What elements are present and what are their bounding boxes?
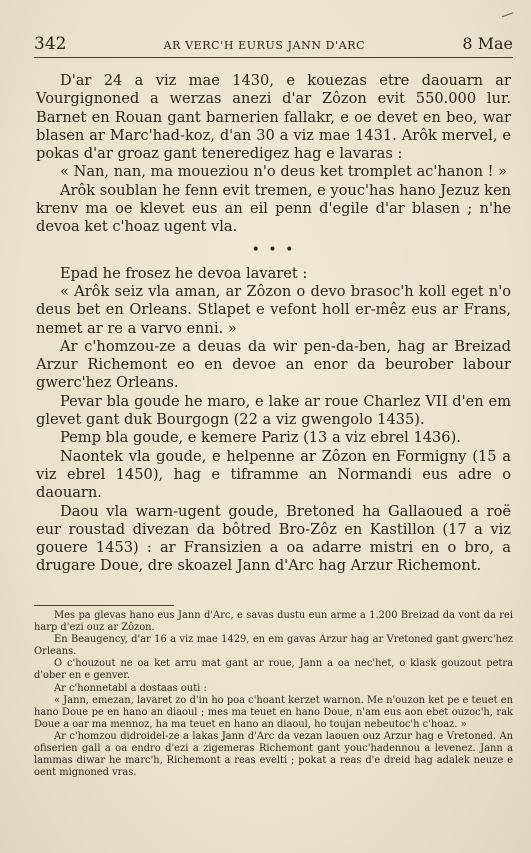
running-title: AR VERC'H EURUS JANN D'ARC — [163, 39, 366, 52]
corner-mark — [502, 12, 516, 25]
paragraph: Pevar bla goude he maro, e lake ar roue Charlez VII d'en em glevet gant duk Bourgogn (22 a viz gwengolo 1435). — [36, 392, 511, 429]
footnote-paragraph: Ar c'homzou didroidel-ze a lakas Jann d'Arc da vezan laouen ouz Arzur hag e Vretoned. An ofiserien gall a oa endro d'ezi a zigemeras Richemont gant youc'hadennou a levenez. Jann a lammas diwar he marc'h, Richemont a reas evelti ; pokat a reas d'e dreid hag adalek neuze e oent mignoned vras. — [34, 730, 513, 779]
footnote-paragraph: O c'houzout ne oa ket arru mat gant ar roue, Jann a oa nec'het, o klask gouzout petra d'ober en e genver. — [34, 658, 513, 682]
paragraph: Pemp bla goude, e kemere Pariz (13 a viz ebrel 1436). — [60, 429, 461, 447]
page-header — [34, 34, 513, 58]
footnotes — [34, 610, 513, 779]
paragraph: « Arôk seiz vla aman, ar Zôzon o devo brasoc'h koll eget n'o deus bet en Orleans. Stlapet e vefont holl er-mêz eus ar Frans, nemet ar re a varvo enni. » — [36, 282, 511, 337]
paragraph: Epad he frosez he devoa lavaret : — [60, 264, 308, 282]
header-date: 8 Mae — [462, 34, 513, 53]
section-separator: • • • — [251, 241, 296, 258]
paragraph: Arôk soublan he fenn evit tremen, e youc'has hano Jezuz ken krenv ma oe klevet eus an eil penn d'egile d'ar blasen ; n'he devoa ket c'hoaz ugent vla. — [36, 181, 511, 236]
paragraph: Daou vla warn-ugent goude, Bretoned ha Gallaoued a roë eur roustad divezan da bôtred Bro-Zôz en Kastillon (17 a viz gouere 1453) : ar Fransizien a oa adarre mistri en o bro, a drugare Doue, dre skoazel Jann d'Arc hag Arzur Richemont. — [36, 502, 511, 575]
footnote-paragraph: Mes pa glevas hano eus Jann d'Arc, e savas dustu eun arme a 1.200 Breizad da vont da rei harp d'ezi ouz ar Zôzon. — [34, 610, 513, 634]
paragraph: Naontek vla goude, e helpenne ar Zôzon en Formigny (15 a viz ebrel 1450), hag e tiframme an Normandi eus adre o daouarn. — [36, 447, 511, 502]
page-number: 342 — [34, 34, 67, 54]
footnote-paragraph: « Jann, emezan, lavaret zo d'in ho poa c'hoant kerzet warnon. Me n'ouzon ket pe e teuet en hano Doue pe en hano an diaoul ; mes ma teuet en hano Doue, n'am eus aon ebet ouzoc'h, rak Doue a oar ma mennoz, ha ma teuet en hano an diaoul, ho toujan nebeutoc'h c'hoaz. » — [34, 694, 513, 730]
footnote-paragraph: En Beaugency, d'ar 16 a viz mae 1429, en em gavas Arzur hag ar Vretoned gant gwerc'hez Orleans. — [34, 634, 513, 658]
paragraph: Ar c'homzou-ze a deuas da wir pen-da-ben, hag ar Breizad Arzur Richemont eo en devoe an enor da beurober labour gwerc'hez Orleans. — [36, 337, 511, 392]
paragraph: D'ar 24 a viz mae 1430, e kouezas etre daouarn ar Vourgignoned a werzas anezi d'ar Zôzon evit 550.000 lur. Barnet en Rouan gant barnerien fallakr, e oe devet en beo, war blasen ar Marc'had-koz, d'an 30 a viz mae 1431. Arôk mervel, e pokas d'ar groaz gant teneredigez hag e lavaras : — [36, 72, 511, 163]
paragraph: « Nan, nan, ma moueziou n'o deus ket tromplet ac'hanon ! » — [60, 163, 508, 181]
main-text — [36, 72, 511, 576]
footnote-paragraph: Ar c'honnetabl a dostaas outi : — [54, 682, 207, 694]
footnote-rule — [34, 605, 174, 606]
